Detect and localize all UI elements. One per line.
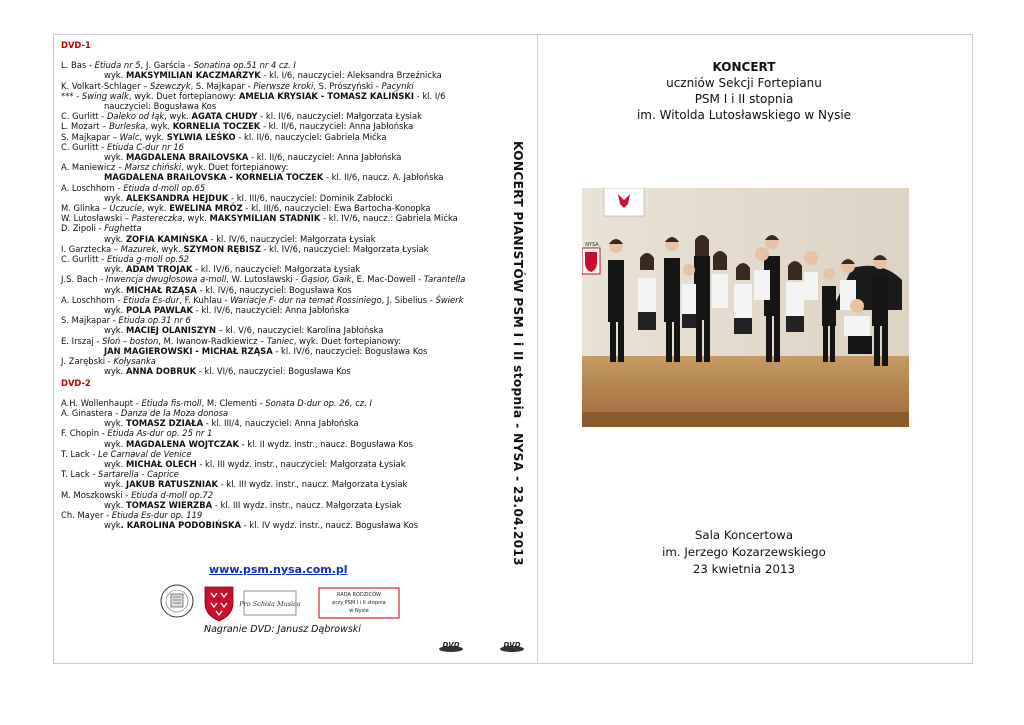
svg-text:DVD: DVD	[503, 641, 521, 649]
track-text: E. Irszaj -	[61, 335, 103, 346]
track-text: wyk	[104, 520, 121, 531]
back-cover-tracklist	[61, 40, 497, 530]
track-text: I. Garztecka –	[61, 243, 121, 254]
track-text: Ch. Mayer -	[61, 509, 112, 520]
piece-title: Pastereczka	[131, 213, 183, 224]
track-text: - kl. III wydz. instr., nauczyciel: Małgorzata Łysiak	[196, 458, 406, 469]
track-text: - kl. III/6, nauczyciel: Dominik Zabłocki	[228, 192, 393, 203]
track-text: wyk.	[104, 152, 126, 163]
performer-name: TOMASZ WIERZBA	[125, 499, 213, 510]
track-text: - kl. II/6, nauczyciel: Anna Jabłońska	[260, 121, 414, 132]
performer-name: MACIEJ OLANISZYN	[125, 325, 217, 336]
dvd1-label: DVD-1	[61, 40, 91, 50]
track-line	[61, 315, 497, 325]
school-emblem-logo	[161, 585, 193, 617]
track-text: - kl. III wydz. instr., naucz. Małgorzata Łysiak	[212, 499, 402, 510]
performer-name: ALEKSANDRA HEJDUK	[125, 192, 229, 203]
track-text: , M. Iwanow-Radkiewicz –	[158, 335, 268, 346]
piece-title: Marsz chiński	[124, 162, 182, 173]
piece-title: Etiuda g-moll op.52	[106, 254, 190, 265]
front-subtitle-line: im. Witolda Lutosławskiego w Nysie	[636, 108, 852, 122]
dvd-logo-icon-2	[499, 639, 525, 653]
track-line	[61, 449, 497, 459]
track-text: - kl. II/6, nauczyciel: Anna Jabłońska	[248, 152, 402, 163]
track-line	[61, 479, 497, 489]
piece-title: Burleska	[109, 121, 146, 132]
piece-title: Pacynki	[381, 80, 414, 91]
track-text: wyk.	[104, 233, 126, 244]
performer-name: JAN MAGIEROWSKI - MICHAŁ RZĄSA	[104, 345, 273, 356]
piece-title: Szewczyk	[150, 80, 191, 91]
pro-schola-musica-logo	[238, 591, 301, 615]
parents-council-logo	[319, 588, 399, 618]
performer-name: EWELINA MRÓZ	[169, 203, 243, 214]
performer-name: SZYMON RĘBISZ	[183, 243, 261, 254]
track-line	[61, 285, 497, 295]
track-line	[61, 264, 497, 274]
track-text: *** -	[61, 90, 82, 101]
track-line	[61, 418, 497, 428]
piece-title: Świerk	[435, 294, 464, 305]
performer-name: POLA PAWLAK	[125, 305, 193, 316]
performer-name: TOMASZ DZIAŁA	[125, 418, 204, 429]
track-line	[61, 510, 497, 520]
track-line	[61, 520, 497, 530]
track-text: S. Majkapar -	[61, 315, 119, 326]
piece-title: Sonatina op.51 nr 4 cz. I	[193, 60, 296, 71]
track-line	[61, 439, 497, 449]
piece-title: Inwencja dwugłosowa a-moll	[105, 274, 227, 285]
track-text: - kl. II/6, naucz. A. Jabłońska	[323, 172, 444, 183]
track-line	[61, 346, 497, 356]
track-text: , E. Mac-Dowell -	[351, 274, 424, 285]
track-line	[61, 244, 497, 254]
track-text: - kl. II/6, nauczyciel: Małgorzata Łysiak	[257, 111, 422, 122]
track-line	[61, 193, 497, 203]
venue-block	[612, 527, 876, 578]
track-line	[61, 132, 497, 142]
track-text: - kl. III wydz. instr., naucz. Małgorzata Łysiak	[218, 479, 408, 490]
track-text: - kl. IV/6, naucz.: Gabriela Mićka	[320, 213, 458, 224]
track-line	[61, 295, 497, 305]
track-text: A. Maniewicz –	[61, 162, 125, 173]
track-text: - kl. IV/6, nauczyciel: Małgorzata Łysiak	[207, 233, 376, 244]
piece-title: Le Carnaval de Venice	[98, 448, 192, 459]
piece-title: Fughetta	[104, 223, 142, 234]
track-line	[61, 254, 497, 264]
track-line	[61, 111, 497, 121]
track-text: - kl. I/6	[413, 90, 446, 101]
sponsor-logos	[158, 583, 408, 623]
track-text: A. Loschhorn -	[61, 294, 124, 305]
track-text: - kl. IV/6, nauczyciel: Anna Jabłońska	[193, 305, 350, 316]
piece-title: Danza de la Moza donosa	[120, 407, 229, 418]
venue-line: im. Jerzego Kozarzewskiego	[662, 545, 826, 559]
piece-title: Etiuda Es-dur op. 119	[111, 509, 203, 520]
track-text: F. Chopin -	[61, 428, 108, 439]
track-text: C. Gurlitt -	[61, 111, 107, 122]
track-text: M. Glinka –	[61, 203, 110, 214]
track-text: , S. Prószyński -	[313, 80, 382, 91]
performer-name: MAKSYMILIAN KACZMARZYK	[125, 70, 261, 81]
nysa-coat-of-arms	[205, 587, 233, 621]
track-text: C. Gurlitt -	[61, 141, 107, 152]
piece-title: Daleko od łąk	[106, 111, 165, 122]
piece-title: Etiuda As-dur op. 25 nr 1	[107, 428, 213, 439]
track-line	[61, 162, 497, 172]
track-text: - kl. IV/6, nauczyciel: Małgorzata Łysiak	[192, 264, 361, 275]
spine-title: KONCERT PIANISTÓW PSM I i II stopnia - NYSA - 23.04.2013	[511, 141, 525, 566]
track-text: wyk.	[104, 192, 126, 203]
track-text: - kl. III/6, nauczyciel: Ewa Bartocha-Konopka	[242, 203, 431, 214]
front-subtitle-line: PSM I i II stopnia	[694, 92, 794, 106]
performer-name: JAKUB RATUSZNIAK	[125, 479, 219, 490]
track-text: wyk.	[104, 284, 126, 295]
performer-name: KORNELIA TOCZEK	[172, 121, 261, 132]
track-text: - kl. II/6, nauczyciel: Gabriela Mićka	[235, 131, 387, 142]
performer-name: SYLWIA LEŚKO	[166, 131, 236, 142]
track-text: , F. Kuhlau -	[179, 294, 231, 305]
piece-title: Swing walk	[81, 90, 129, 101]
piece-title: Etiuda C-dur nr 16	[106, 141, 184, 152]
track-text: C. Gurlitt -	[61, 254, 107, 265]
track-text: wyk.	[104, 418, 126, 429]
piece-title: Etiuda op.31 nr 6	[118, 315, 191, 326]
track-text: wyk.	[104, 305, 126, 316]
performer-name: ZOFIA KAMIŃSKA	[125, 233, 208, 244]
track-line	[61, 234, 497, 244]
front-title: KONCERT	[712, 60, 776, 74]
track-line	[61, 142, 497, 152]
website-link[interactable]: www.psm.nysa.com.pl	[209, 563, 348, 576]
track-line	[61, 366, 497, 376]
spine-divider	[537, 34, 538, 664]
track-text: wyk.	[104, 366, 126, 377]
track-line	[61, 183, 497, 193]
venue-line: Sala Koncertowa	[694, 528, 794, 542]
track-text: , wyk.	[139, 131, 167, 142]
track-text: K. Volkart-Schlager –	[61, 80, 151, 91]
track-text: , wyk.	[145, 121, 173, 132]
track-text: S. Majkapar –	[61, 131, 120, 142]
track-line	[61, 172, 497, 182]
front-title-block	[612, 59, 876, 123]
pro-schola-musica-text: Pro Schola Musica	[239, 600, 301, 608]
track-text: - kl. IV/6, nauczyciel: Bogusława Kos	[272, 345, 428, 356]
piece-title: Etiuda d-moll op.65	[123, 182, 206, 193]
track-text: wyk.	[104, 264, 126, 275]
performer-name: MAGDALENA BRAILOVSKA	[125, 152, 249, 163]
track-line	[61, 274, 497, 284]
track-line	[61, 91, 497, 101]
track-text: , wyk. Duet fortepianowy:	[181, 162, 289, 173]
piece-title: Tarantella	[423, 274, 466, 285]
performer-name: MICHAŁ OLECH	[125, 458, 197, 469]
dvd2-tracklist	[61, 398, 497, 531]
performer-name: ANNA DOBRUK	[125, 366, 197, 377]
track-text: , wyk.	[156, 243, 184, 254]
track-line	[61, 428, 497, 438]
recording-credit: Nagranie DVD: Janusz Dąbrowski	[204, 624, 361, 635]
track-line	[61, 490, 497, 500]
venue-date: 23 kwietnia 2013	[692, 562, 796, 576]
track-line	[61, 101, 497, 111]
track-text: , wyk. Duet fortepianowy:	[293, 335, 402, 346]
track-text: D. Zipoli -	[61, 223, 105, 234]
track-line	[61, 81, 497, 91]
track-line	[61, 398, 497, 408]
spine	[507, 141, 527, 566]
track-line	[61, 500, 497, 510]
track-line	[61, 325, 497, 335]
track-line	[61, 223, 497, 233]
track-text: wyk.	[104, 325, 126, 336]
track-text: - kl. III/4, nauczyciel: Anna Jabłońska	[203, 418, 359, 429]
track-line	[61, 203, 497, 213]
piece-title: Słoń – boston	[102, 335, 159, 346]
performer-name: MAGDALENA BRAILOVSKA - KORNELIA TOCZEK	[104, 172, 324, 183]
piece-title: Sonata D-dur op. 26, cz. I	[265, 397, 372, 408]
piece-title: Etiuda nr 5	[94, 60, 141, 71]
track-text: L. Bas -	[61, 60, 95, 71]
piece-title: Uczucie	[109, 203, 142, 214]
track-text: - kl. VI/6, nauczyciel: Bogusława Kos	[196, 366, 351, 377]
track-text: A.H. Wollenhaupt -	[61, 397, 142, 408]
performer-name: AGATA CHUDY	[191, 111, 258, 122]
track-text: - kl. I/6, nauczyciel: Aleksandra Brzeźnicka	[260, 70, 442, 81]
parents-council-line-2: przy PSM I i II stopnia	[332, 600, 386, 606]
track-text: L. Mozart –	[61, 121, 110, 132]
dvd-logo-icon-1	[438, 639, 464, 653]
performer-name: . KAROLINA PODOBIŃSKA	[120, 520, 241, 531]
track-text: , M. Clementi -	[201, 397, 266, 408]
track-text: – kl. V/6, nauczyciel: Karolina Jabłońska	[216, 325, 384, 336]
track-text: wyk.	[104, 458, 126, 469]
track-text: wyk.	[104, 70, 126, 81]
piece-title: Pierwsze kroki	[253, 80, 314, 91]
track-line	[61, 459, 497, 469]
track-line	[61, 469, 497, 479]
track-text: J. Zarębski -	[61, 356, 114, 367]
track-text: , W. Lutosławski -	[226, 274, 302, 285]
track-text: , J. Sibelius -	[381, 294, 436, 305]
track-text: T. Lack -	[61, 469, 99, 480]
performer-name: MAKSYMILIAN STADNIK	[209, 213, 321, 224]
track-text: , wyk.	[164, 111, 192, 122]
performer-name: AMELIA KRYSIAK - TOMASZ KALIŃSKI	[238, 90, 414, 101]
track-text: - kl. IV/6, nauczyciel: Bogusława Kos	[196, 284, 352, 295]
track-text: - kl. IV wydz. instr., naucz. Bogusława Kos	[241, 520, 419, 531]
piece-title: Gąsior, Gaik	[301, 274, 352, 285]
track-line	[61, 408, 497, 418]
track-line	[61, 356, 497, 366]
performer-name: MICHAŁ RZĄSA	[125, 284, 197, 295]
performer-name: MAGDALENA WOJTCZAK	[125, 438, 239, 449]
track-text: A. Loschhorn -	[61, 182, 124, 193]
track-text: wyk.	[104, 499, 126, 510]
piece-title: Taniec	[267, 335, 294, 346]
track-line	[61, 60, 497, 70]
piece-title: Etiuda d-moll op.72	[131, 489, 214, 500]
track-text: - kl. II wydz. instr., naucz. Bogusława Kos	[238, 438, 413, 449]
dvd2-label: DVD-2	[61, 377, 91, 388]
piece-title: Etiuda fis-moll	[141, 397, 202, 408]
parents-council-line-3: w Nysie	[349, 608, 369, 614]
svg-text:DVD: DVD	[442, 641, 460, 649]
track-line	[61, 336, 497, 346]
dvd1-tracklist	[61, 60, 497, 376]
track-text: wyk.	[104, 438, 126, 449]
track-text: J.S. Bach -	[61, 274, 106, 285]
track-text: M. Moszkowski -	[61, 489, 132, 500]
track-text: A. Ginastera -	[61, 407, 121, 418]
track-text: nauczyciel: Bogusława Kos	[104, 101, 217, 112]
front-subtitle-line: uczniów Sekcji Fortepianu	[666, 76, 822, 90]
piece-title: Kołysanka	[113, 356, 156, 367]
parents-council-line-1: RADA RODZICÓW	[337, 592, 381, 598]
track-text: , J. Garścia -	[140, 60, 194, 71]
track-text: W. Lutosławski –	[61, 213, 132, 224]
track-text: , wyk.	[182, 213, 210, 224]
track-line	[61, 152, 497, 162]
track-text: , wyk.	[141, 203, 170, 214]
photo-banner-text: NYSA	[585, 242, 599, 248]
track-text: , S. Majkapar -	[190, 80, 254, 91]
track-text: , wyk. Duet fortepianowy:	[128, 90, 239, 101]
track-line	[61, 305, 497, 315]
piece-title: Mazurek	[120, 243, 157, 254]
track-line	[61, 213, 497, 223]
piece-title: Wariacje F- dur na temat Rossiniego	[230, 294, 382, 305]
track-text: - kl. IV/6, nauczyciel: Małgorzata Łysiak	[260, 243, 429, 254]
track-line	[61, 70, 497, 80]
group-photo	[582, 188, 909, 427]
track-text: T. Lack -	[61, 448, 99, 459]
track-line	[61, 121, 497, 131]
piece-title: Walc	[119, 131, 140, 142]
piece-title: Sartarella - Caprice	[98, 469, 179, 480]
track-text: wyk.	[104, 479, 126, 490]
performer-name: ADAM TROJAK	[125, 264, 193, 275]
piece-title: Etiuda Es-dur	[123, 294, 180, 305]
